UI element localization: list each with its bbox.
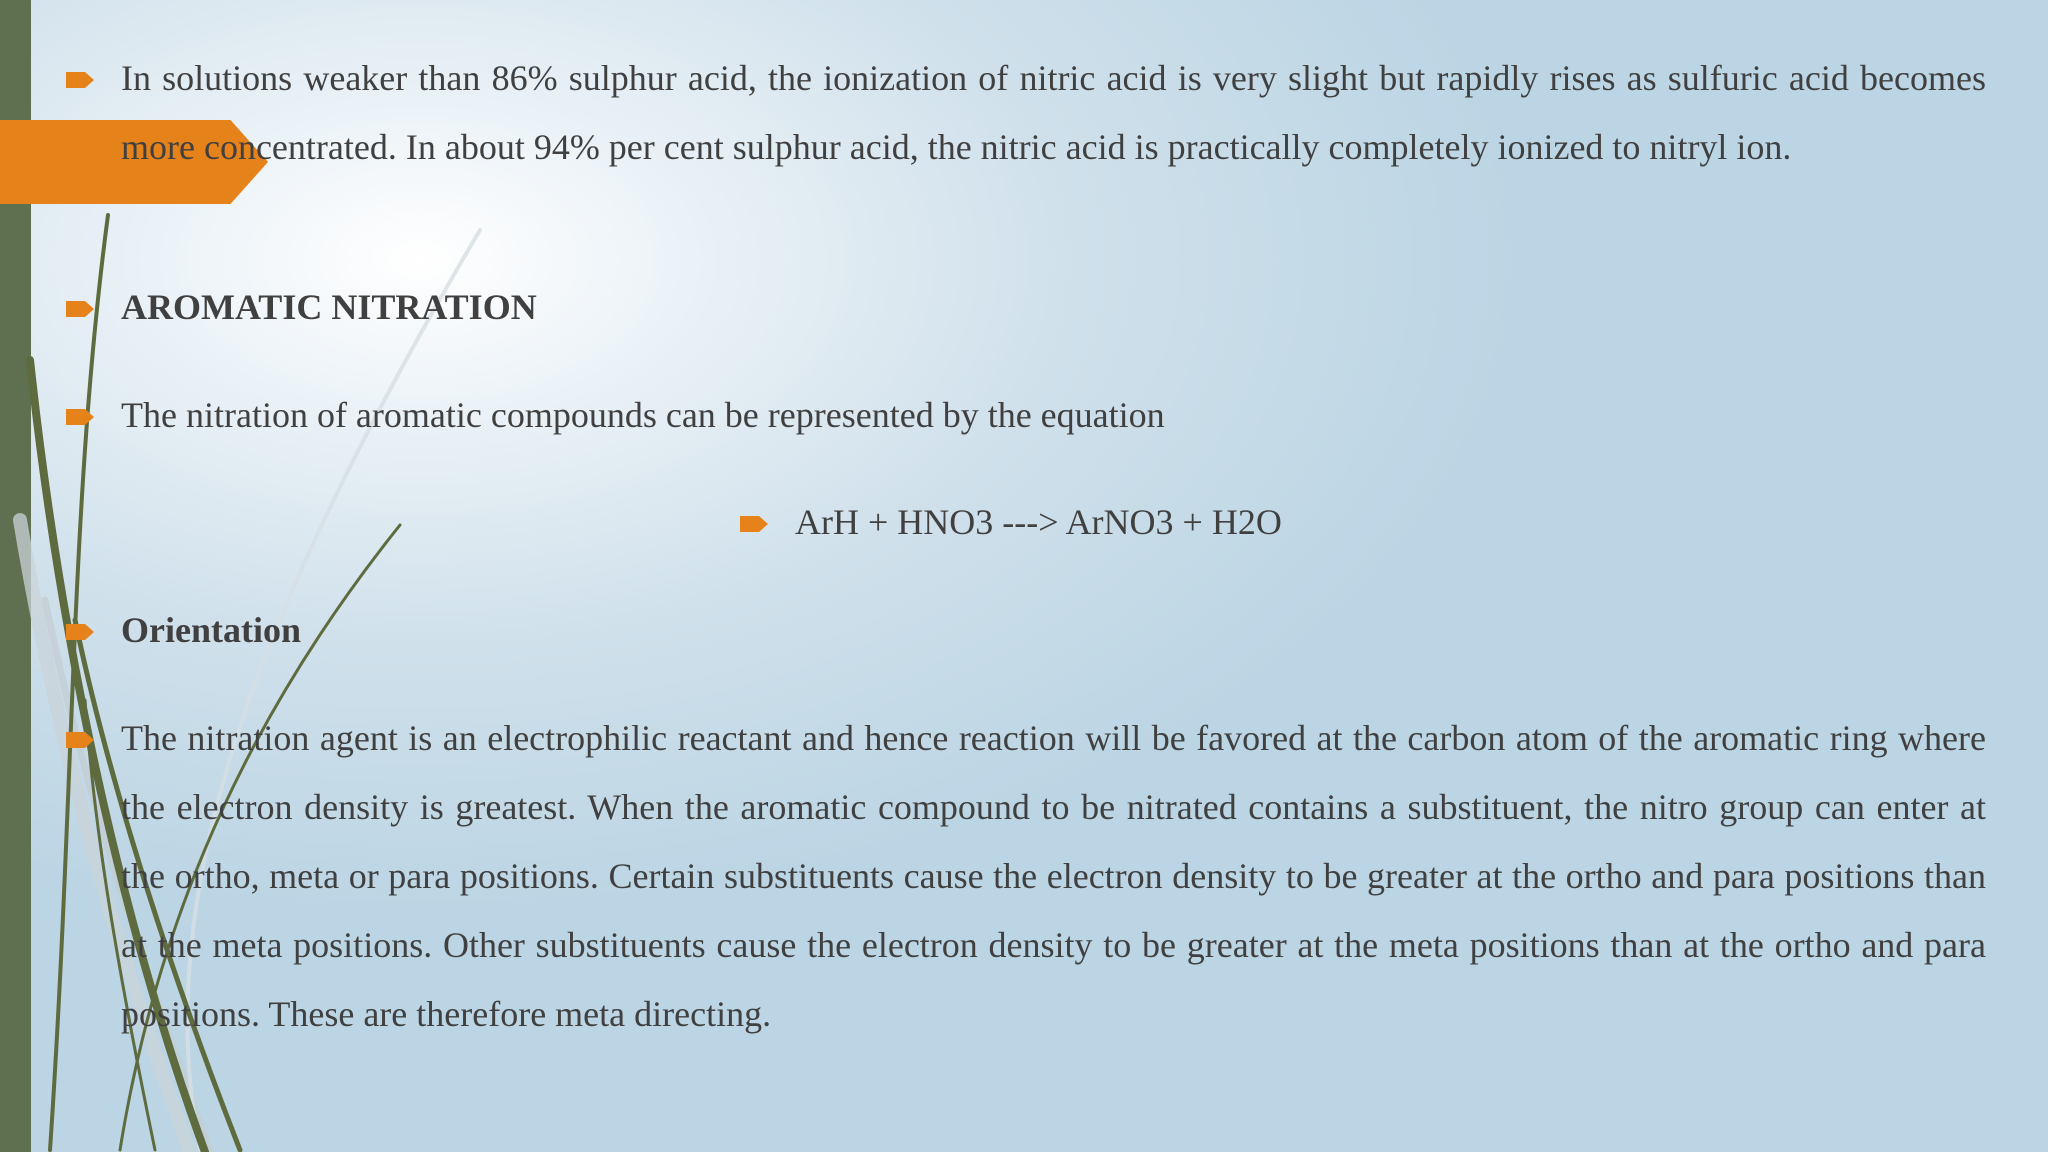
bullet-item [121,704,1986,1049]
equation-text: ArH + HNO3 ---> ArNO3 + H2O [795,502,1282,542]
section-heading: AROMATIC NITRATION [121,287,537,327]
equation-item [795,488,1282,557]
arrow-tag-icon [66,409,94,425]
bullet-item [121,381,1986,450]
bullet-item [121,596,1986,665]
arrow-tag-icon [66,732,94,748]
bullet-item [121,44,1986,182]
arrow-tag-icon [740,516,768,532]
arrow-tag-icon [66,72,94,88]
arrow-tag-icon [66,301,94,317]
bullet-text: The nitration agent is an electrophilic reactant and hence reaction will be favored at the carbon atom of the aromatic ring where the electron density is greatest. When the aromatic compound to be nitrated contains a substituent, the nitro group can enter at the ortho, meta or para positions. Certain substituents cause the electron density to be greater at the ortho and para positions than at the meta positions. Other substituents cause the electron density to be greater at the meta positions than at the ortho and para positions. These are therefore meta directing. [121,718,1986,1034]
section-heading: Orientation [121,610,301,650]
bullet-text: In solutions weaker than 86% sulphur acid, the ionization of nitric acid is very slight but rapidly rises as sulfuric acid becomes more concentrated. In about 94% per cent sulphur acid, the nitric acid is practically completely ionized to nitryl ion. [121,58,1986,167]
bullet-item [121,273,1986,342]
arrow-tag-icon [66,624,94,640]
bullet-text: The nitration of aromatic compounds can be represented by the equation [121,395,1165,435]
